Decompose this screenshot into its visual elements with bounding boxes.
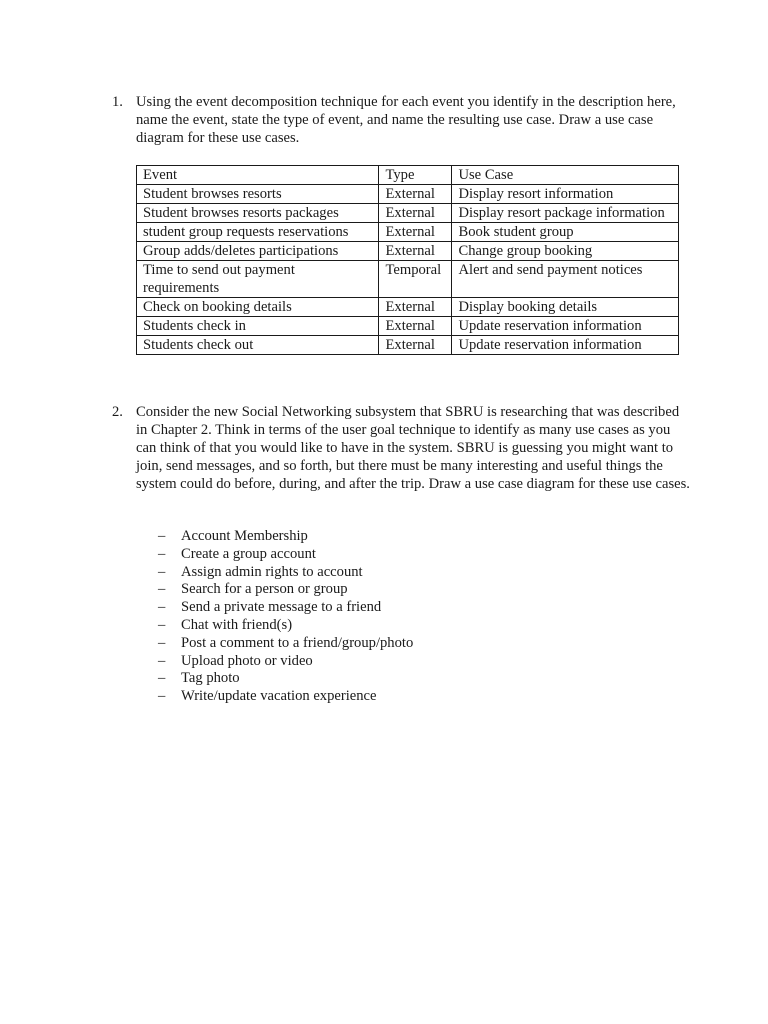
use-case-cell: Update reservation information bbox=[452, 317, 679, 336]
table-header-row bbox=[137, 166, 679, 185]
table-row bbox=[137, 223, 679, 242]
question-2 bbox=[112, 403, 692, 493]
list-item bbox=[158, 545, 413, 563]
type-cell: External bbox=[379, 336, 452, 355]
event-cell: Group adds/deletes participations bbox=[137, 242, 379, 261]
dash-bullet: – bbox=[158, 670, 166, 687]
header-use-case: Use Case bbox=[452, 166, 679, 185]
question-number: 2. bbox=[112, 404, 123, 420]
question-1 bbox=[112, 93, 692, 147]
dash-bullet: – bbox=[158, 563, 166, 580]
use-case-list bbox=[158, 527, 413, 705]
dash-bullet: – bbox=[158, 616, 166, 633]
list-item-text: Account Membership bbox=[181, 528, 308, 544]
list-item-text: Upload photo or video bbox=[181, 652, 313, 669]
table-row bbox=[137, 261, 679, 298]
type-cell: External bbox=[379, 204, 452, 223]
use-case-cell: Book student group bbox=[452, 223, 679, 242]
event-cell: Student browses resorts packages bbox=[137, 204, 379, 223]
dash-bullet: – bbox=[158, 581, 166, 598]
type-cell: External bbox=[379, 298, 452, 317]
event-cell: Student browses resorts bbox=[137, 185, 379, 204]
event-cell: Students check out bbox=[137, 336, 379, 355]
table-row bbox=[137, 242, 679, 261]
list-item-text: Create a group account bbox=[181, 545, 316, 562]
question-number: 1. bbox=[112, 94, 123, 110]
event-cell: Students check in bbox=[137, 317, 379, 336]
table-row bbox=[137, 317, 679, 336]
list-item-text: Tag photo bbox=[181, 670, 240, 687]
list-item bbox=[158, 652, 413, 670]
dash-bullet: – bbox=[158, 688, 166, 705]
list-item-text: Assign admin rights to account bbox=[181, 563, 363, 580]
table-row bbox=[137, 204, 679, 223]
list-item bbox=[158, 580, 413, 598]
event-cell: Check on booking details bbox=[137, 298, 379, 317]
header-event: Event bbox=[137, 166, 379, 185]
list-item bbox=[158, 687, 413, 705]
question-text: Consider the new Social Networking subsystem that SBRU is researching that was described in Chapter 2. Think in terms of the user goal technique to identify as many use cases as you can think of that you would like to have in the system. SBRU is guessing you might want to join, send messages, and so forth, but there must be many interesting and useful things the system could do before, during, and after the trip. Draw a use case diagram for these use cases. bbox=[136, 404, 690, 492]
event-cell: student group requests reservations bbox=[137, 223, 379, 242]
table-row bbox=[137, 336, 679, 355]
event-cell: Time to send out payment requirements bbox=[137, 261, 379, 298]
use-case-cell: Alert and send payment notices bbox=[452, 261, 679, 298]
dash-bullet: – bbox=[158, 634, 166, 651]
dash-bullet: – bbox=[158, 652, 166, 669]
header-type: Type bbox=[379, 166, 452, 185]
use-case-cell: Display resort package information bbox=[452, 204, 679, 223]
table-row bbox=[137, 298, 679, 317]
list-item-text: Send a private message to a friend bbox=[181, 599, 382, 616]
use-case-cell: Update reservation information bbox=[452, 336, 679, 355]
question-text: Using the event decomposition technique for each event you identify in the description here, name the event, state the type of event, and name the resulting use case. Draw a use case diagram for these use cases. bbox=[136, 94, 676, 146]
list-item-text: Write/update vacation experience bbox=[181, 688, 377, 705]
type-cell: Temporal bbox=[379, 261, 452, 298]
dash-bullet: – bbox=[158, 599, 166, 616]
list-item-text: Search for a person or group bbox=[181, 581, 348, 598]
list-item bbox=[158, 563, 413, 581]
list-item bbox=[158, 527, 413, 545]
list-item bbox=[158, 598, 413, 616]
list-item bbox=[158, 669, 413, 687]
event-table bbox=[136, 165, 679, 355]
use-case-cell: Display booking details bbox=[452, 298, 679, 317]
list-item bbox=[158, 634, 413, 652]
table-row bbox=[137, 185, 679, 204]
dash-bullet: – bbox=[158, 545, 166, 562]
dash-bullet: – bbox=[158, 528, 166, 544]
use-case-cell: Display resort information bbox=[452, 185, 679, 204]
list-item-text: Chat with friend(s) bbox=[181, 616, 293, 633]
type-cell: External bbox=[379, 317, 452, 336]
list-item-text: Post a comment to a friend/group/photo bbox=[181, 634, 414, 651]
type-cell: External bbox=[379, 185, 452, 204]
list-item bbox=[158, 616, 413, 634]
use-case-cell: Change group booking bbox=[452, 242, 679, 261]
type-cell: External bbox=[379, 242, 452, 261]
type-cell: External bbox=[379, 223, 452, 242]
